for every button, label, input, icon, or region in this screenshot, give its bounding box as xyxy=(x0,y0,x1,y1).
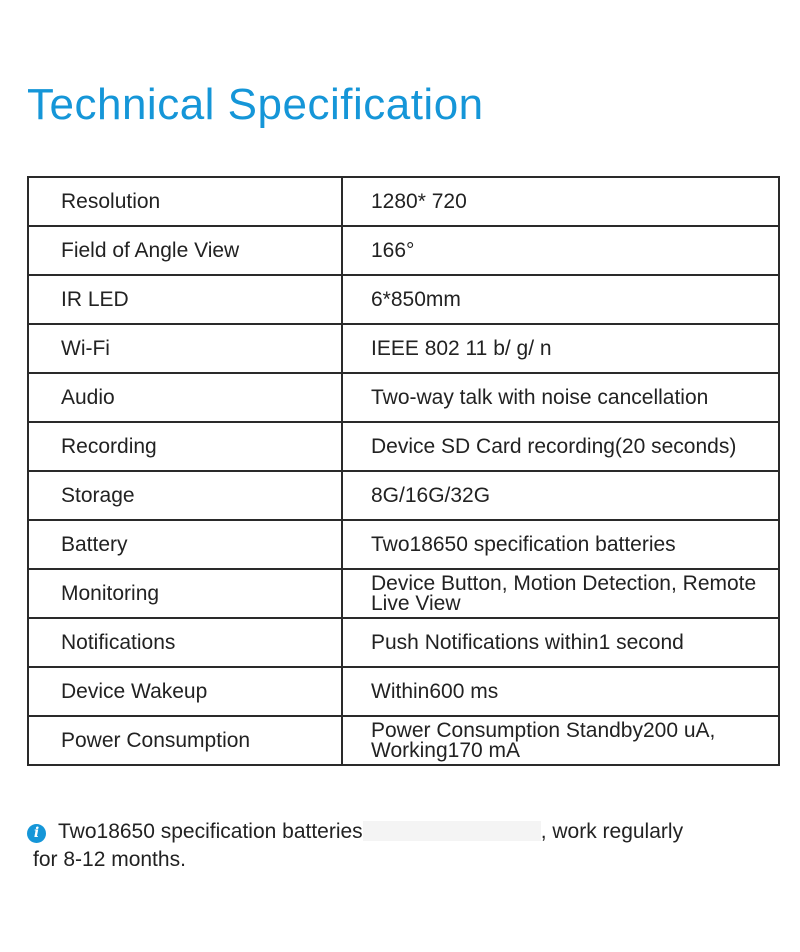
spec-label: Battery xyxy=(28,520,342,569)
spec-label: IR LED xyxy=(28,275,342,324)
spec-label: Storage xyxy=(28,471,342,520)
spec-value: Device SD Card recording(20 seconds) xyxy=(342,422,779,471)
spec-label: Recording xyxy=(28,422,342,471)
table-row xyxy=(28,667,779,716)
spec-label: Resolution xyxy=(28,177,342,226)
spec-value: Within600 ms xyxy=(342,667,779,716)
info-icon: i xyxy=(27,824,46,843)
spec-table xyxy=(27,176,780,766)
table-row xyxy=(28,275,779,324)
table-row xyxy=(28,324,779,373)
spec-label: Device Wakeup xyxy=(28,667,342,716)
note-text-part1: Two18650 specification batteries xyxy=(58,820,363,843)
spec-label: Power Consumption xyxy=(28,716,342,765)
table-row xyxy=(28,569,779,618)
spec-value: Two-way talk with noise cancellation xyxy=(342,373,779,422)
spec-value: 1280* 720 xyxy=(342,177,779,226)
table-row xyxy=(28,177,779,226)
redacted-area xyxy=(363,821,541,841)
spec-value: IEEE 802 11 b/ g/ n xyxy=(342,324,779,373)
table-row xyxy=(28,520,779,569)
note-line-1 xyxy=(27,818,777,846)
table-row xyxy=(28,226,779,275)
note-line-2: for 8-12 months. xyxy=(33,848,186,871)
spec-value: 166° xyxy=(342,226,779,275)
spec-label: Wi-Fi xyxy=(28,324,342,373)
table-row xyxy=(28,471,779,520)
spec-value: Power Consumption Standby200 uA, Working170 mA xyxy=(342,716,779,765)
note-text-part2: , work regularly xyxy=(540,820,684,843)
spec-label: Notifications xyxy=(28,618,342,667)
table-row xyxy=(28,618,779,667)
spec-value: Push Notifications within1 second xyxy=(342,618,779,667)
spec-value: Two18650 specification batteries xyxy=(342,520,779,569)
spec-label: Monitoring xyxy=(28,569,342,618)
table-row xyxy=(28,373,779,422)
table-row xyxy=(28,716,779,765)
spec-value: Device Button, Motion Detection, Remote Live View xyxy=(342,569,779,618)
spec-value: 8G/16G/32G xyxy=(342,471,779,520)
spec-label: Field of Angle View xyxy=(28,226,342,275)
spec-label: Audio xyxy=(28,373,342,422)
table-row xyxy=(28,422,779,471)
spec-value: 6*850mm xyxy=(342,275,779,324)
battery-note xyxy=(27,818,777,874)
page-title: Technical Specification xyxy=(27,80,484,129)
